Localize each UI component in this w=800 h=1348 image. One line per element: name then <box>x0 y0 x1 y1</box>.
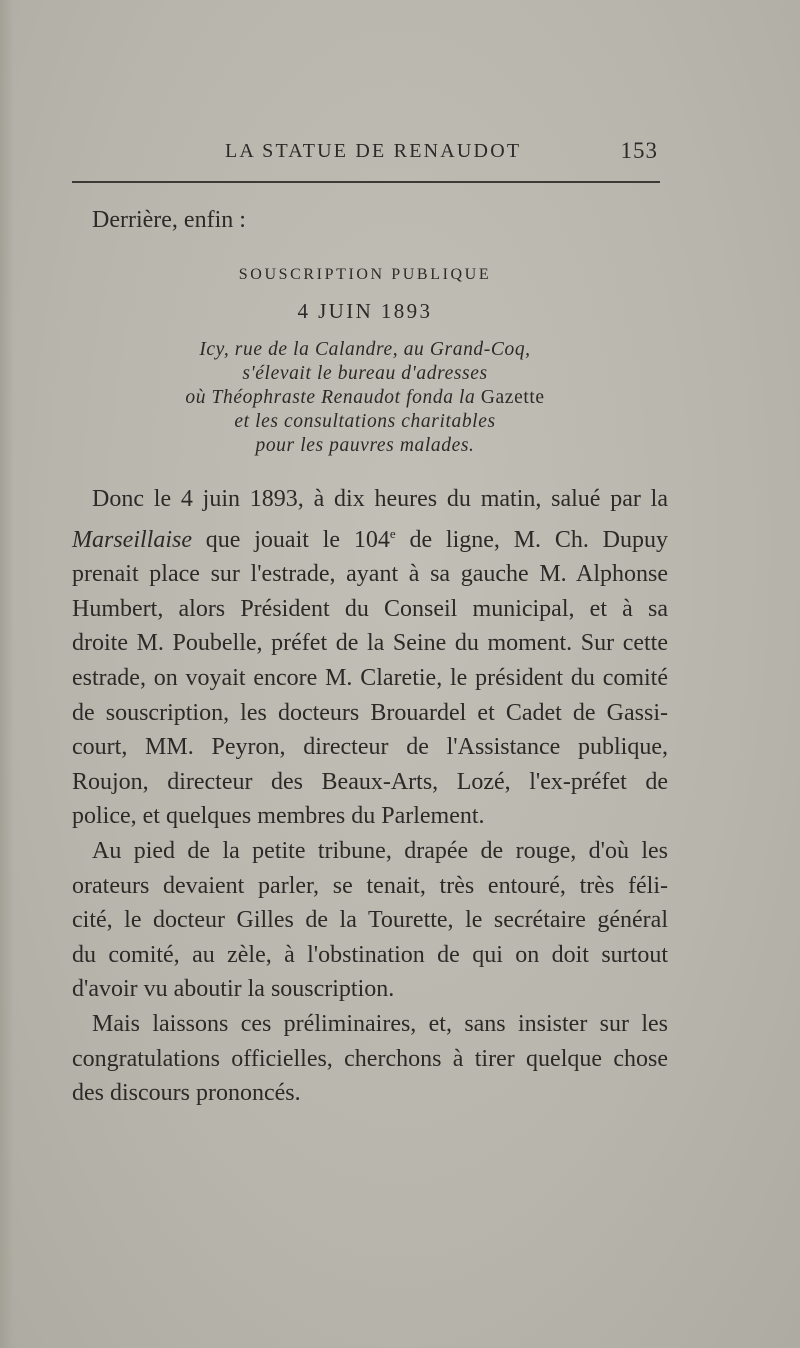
running-title: LA STATUE DE RENAUDOT <box>225 140 522 162</box>
inscription-line: pour les pauvres malades. <box>255 435 475 456</box>
text-line: Au pied de la petite tribune, drapée de rouge, d'où les <box>92 837 668 864</box>
page-header <box>72 140 658 170</box>
paragraph <box>72 482 668 834</box>
inscription-line: et les consultations charitables <box>234 411 496 432</box>
text-line: des discours prononcés. <box>72 1080 301 1107</box>
text-line: Donc le 4 juin 1893, à dix heures du matin, salué par la <box>92 486 668 512</box>
text-line: Mais laissons ces préliminaires, et, sans insister sur les <box>92 1010 668 1037</box>
text-line: Marseillaise que jouait le 104e de ligne, M. Ch. Dupuy <box>72 525 668 553</box>
text-line: de souscription, les docteurs Brouardel et Cadet de Gassi- <box>72 699 668 726</box>
inscription-text <box>72 338 658 458</box>
text-line: Roujon, directeur des Beaux-Arts, Lozé, l'ex-préfet de <box>72 768 668 795</box>
inscription-date: 4 JUIN 1893 <box>297 299 433 323</box>
text-line: droite M. Poubelle, préfet de la Seine du moment. Sur cette <box>72 630 668 657</box>
page-edge-shadow <box>0 0 14 1348</box>
header-rule <box>72 181 660 183</box>
inscription-line: Icy, rue de la Calandre, au Grand-Coq, <box>199 339 531 360</box>
body-text <box>72 482 668 1111</box>
text-line: police, et quelques membres du Parlement. <box>72 803 485 830</box>
paragraph <box>72 834 668 1007</box>
lead-in-text: Derrière, enfin : <box>92 207 246 233</box>
text-line: d'avoir vu aboutir la souscription. <box>72 976 395 1003</box>
text-line: congratulations officielles, cherchons à tirer quelque chose <box>72 1045 668 1072</box>
inscription-line: où Théophraste Renaudot fonda la Gazette <box>185 387 545 408</box>
paragraph <box>72 1007 668 1111</box>
inscription-line: s'élevait le bureau d'adresses <box>242 363 488 384</box>
inscription-title: SOUSCRIPTION PUBLIQUE <box>238 266 492 283</box>
page-number: 153 <box>620 138 658 163</box>
text-line: du comité, au zèle, à l'obstination de qui on doit surtout <box>72 941 668 968</box>
text-line: orateurs devaient parler, se tenait, très entouré, très féli- <box>72 872 668 899</box>
text-line: court, MM. Peyron, directeur de l'Assistance publique, <box>72 734 668 761</box>
text-line: prenait place sur l'estrade, ayant à sa gauche M. Alphonse <box>72 561 668 588</box>
text-line: cité, le docteur Gilles de la Tourette, le secrétaire général <box>72 907 668 934</box>
text-line: Humbert, alors Président du Conseil municipal, et à sa <box>72 595 668 622</box>
text-line: estrade, on voyait encore M. Claretie, le président du comité <box>72 664 668 691</box>
